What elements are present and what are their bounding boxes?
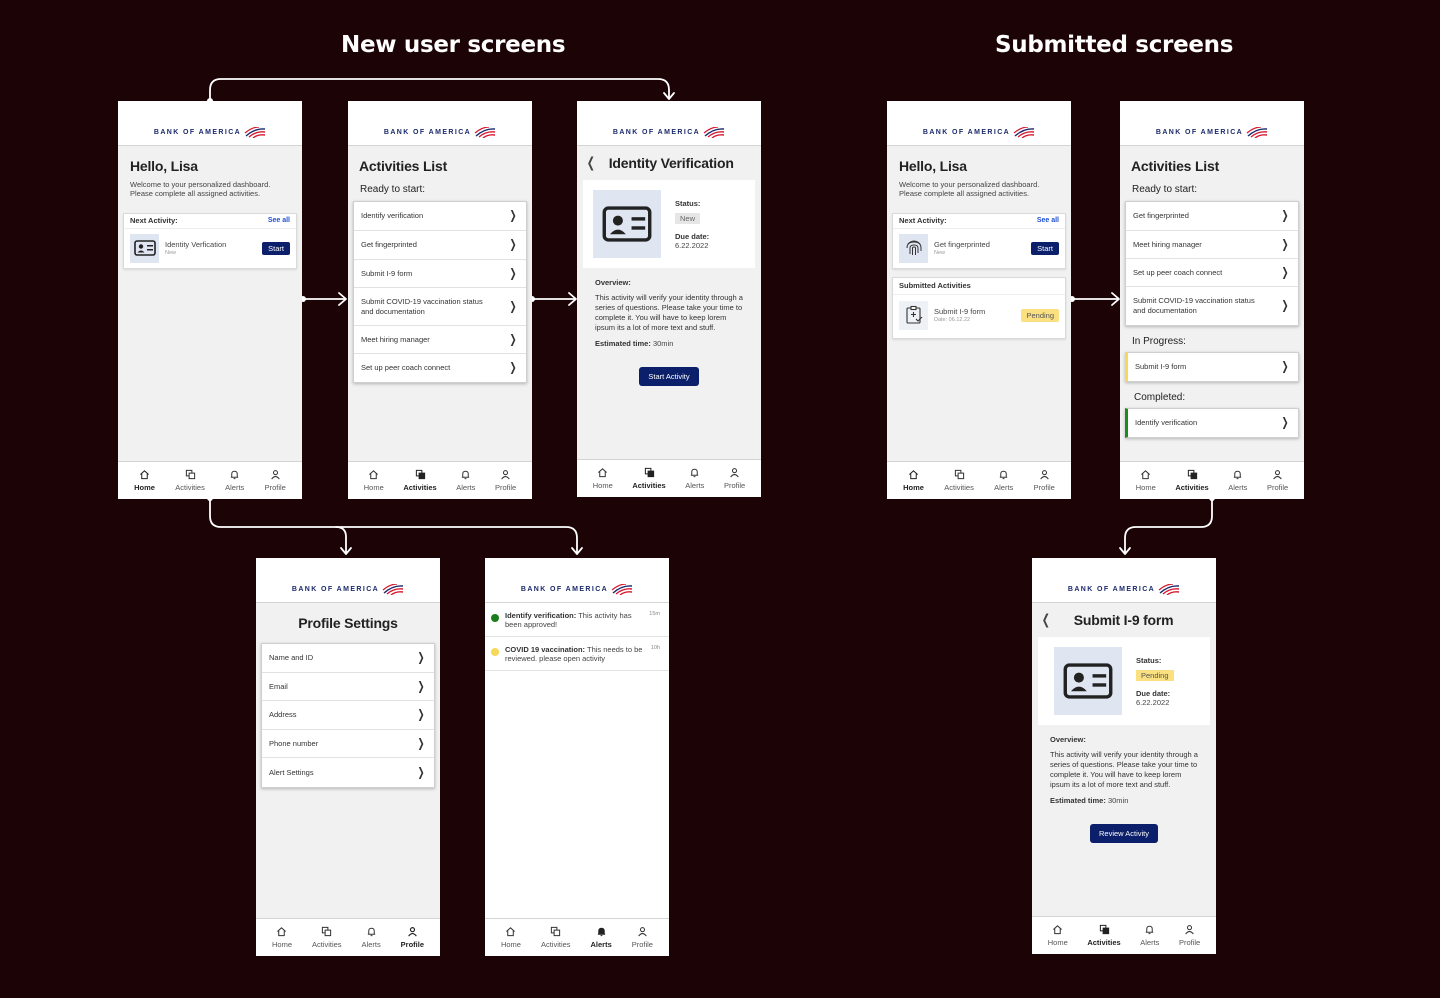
due-date: 6.22.2022: [1136, 697, 1170, 707]
pending-badge: Pending: [1021, 309, 1059, 322]
nav-activities[interactable]: Activities: [175, 469, 205, 492]
chevron-right-icon: ❯: [1281, 415, 1289, 430]
bank-logo: BANK OF AMERICA: [292, 584, 404, 595]
flag-icon: [474, 127, 496, 138]
alert-item[interactable]: Identify verification: This activity has been approved! 15m: [485, 603, 669, 637]
list-item[interactable]: Alert Settings ❯: [269, 764, 425, 779]
review-dot-icon: [491, 648, 499, 656]
activities-icon: [1187, 469, 1198, 480]
list-item[interactable]: Meet hiring manager ❯: [1126, 231, 1298, 259]
nav-activities[interactable]: Activities: [1087, 924, 1120, 947]
chevron-right-icon: ❯: [417, 678, 425, 693]
start-button[interactable]: Start: [1031, 242, 1059, 255]
nav-alerts[interactable]: Alerts: [1228, 469, 1247, 492]
bank-logo: BANK OF AMERICA: [154, 127, 266, 138]
user-icon: [637, 926, 648, 937]
screen-submit-i9: BANK OF AMERICA ❮ Submit I-9 form Status: Pending Due date: 6.22.2022 Overview: This activity will verify your identity through a series of questions. Please take your time to complete it. You will have to keep lorem ipsum its a lot of more text and stuff. Estimated time: 30min Review Activity Home Activities Alerts Profile: [1032, 558, 1216, 954]
alert-item[interactable]: COVID 19 vaccination: This needs to be reviewed. please open activity 10h: [485, 637, 669, 671]
activities-icon: [550, 926, 561, 937]
nav-profile[interactable]: Profile: [401, 926, 424, 949]
fingerprint-icon: [899, 234, 928, 263]
home-icon: [908, 469, 919, 480]
nav-activities[interactable]: Activities: [403, 469, 436, 492]
screen-alerts: [485, 558, 669, 956]
next-activity-label: Next Activity:: [130, 216, 178, 226]
chevron-right-icon: ❯: [1281, 264, 1289, 279]
nav-profile[interactable]: Profile: [1034, 469, 1055, 492]
bottom-nav: [577, 459, 761, 497]
bottom-nav: [256, 918, 440, 956]
activities-icon: [415, 469, 426, 480]
nav-profile[interactable]: Profile: [495, 469, 516, 492]
bell-icon: [1144, 924, 1155, 935]
chevron-right-icon: ❯: [509, 331, 517, 346]
clipboard-icon: [899, 301, 928, 330]
home-icon: [276, 926, 287, 937]
id-card-icon: [130, 234, 159, 263]
user-icon: [1272, 469, 1283, 480]
screen-home-submitted: [887, 101, 1071, 499]
activity-name: Identity Verfication: [165, 240, 227, 250]
bottom-nav: [887, 461, 1071, 499]
activities-icon: [954, 469, 965, 480]
nav-activities[interactable]: Activities: [541, 926, 571, 949]
list-item[interactable]: Identify verification ❯: [354, 202, 526, 231]
submitted-activities-card: [892, 277, 1066, 339]
chevron-right-icon: ❯: [1281, 208, 1289, 223]
flag-icon: [382, 584, 404, 595]
bank-logo: BANK OF AMERICA: [613, 127, 725, 138]
nav-activities[interactable]: Activities: [312, 926, 342, 949]
page-title: Identity Verification: [608, 155, 734, 171]
list-item[interactable]: Submit I-9 form ❯: [354, 260, 526, 288]
nav-home[interactable]: Home: [1136, 469, 1156, 492]
bell-icon: [460, 469, 471, 480]
bell-icon: [596, 926, 607, 937]
activity-status: New: [934, 250, 946, 257]
screen-activities-new: [348, 101, 532, 499]
nav-home[interactable]: Home: [593, 467, 613, 490]
page-title: Hello, Lisa: [130, 158, 198, 174]
id-card-icon: [593, 190, 661, 258]
section-title-submitted: Submitted screens: [995, 32, 1234, 58]
activities-icon: [185, 469, 196, 480]
ready-label: Ready to start:: [360, 184, 426, 195]
in-progress-label: In Progress:: [1132, 336, 1186, 347]
bank-logo: BANK OF AMERICA: [1156, 127, 1268, 138]
list-item[interactable]: Get fingerprinted ❯: [354, 231, 526, 260]
nav-alerts[interactable]: Alerts: [994, 469, 1013, 492]
chevron-right-icon: ❯: [1281, 236, 1289, 251]
list-item[interactable]: Submit I-9 form ❯: [1135, 359, 1289, 374]
nav-alerts[interactable]: Alerts: [456, 469, 475, 492]
bottom-nav: [1032, 916, 1216, 954]
id-card-icon: [1054, 647, 1122, 715]
flag-icon: [1013, 127, 1035, 138]
status-card: Status: New Due date: 6.22.2022: [583, 180, 755, 268]
home-icon: [139, 469, 150, 480]
next-activity-card: [123, 213, 297, 269]
estimated-time: 30min: [1107, 795, 1129, 805]
section-title-new-user: New user screens: [341, 32, 566, 58]
flag-icon: [1158, 584, 1180, 595]
review-activity-button[interactable]: Review Activity: [1090, 824, 1158, 843]
alert-time: 15m: [649, 611, 660, 617]
activity-list: [353, 201, 527, 383]
bottom-nav: [348, 461, 532, 499]
bottom-nav: [1120, 461, 1304, 499]
home-icon: [597, 467, 608, 478]
overview-text: This activity will verify your identity through a series of questions. Please take your time to complete it. You will have to keep lorem ipsum its a lot of more text and stuff.: [595, 293, 743, 332]
bank-logo: BANK OF AMERICA: [1068, 584, 1180, 595]
page-title: Profile Settings: [298, 615, 398, 631]
activity-name: Get fingerprinted: [934, 240, 990, 250]
list-item[interactable]: Name and ID ❯: [262, 644, 434, 673]
activities-icon: [644, 467, 655, 478]
user-icon: [729, 467, 740, 478]
page-title: Activities List: [1131, 158, 1220, 174]
see-all-link[interactable]: See all: [1036, 217, 1059, 225]
chevron-right-icon: ❯: [1281, 359, 1289, 374]
nav-profile[interactable]: Profile: [632, 926, 653, 949]
list-item[interactable]: Meet hiring manager ❯: [354, 326, 526, 354]
bell-icon: [1232, 469, 1243, 480]
completed-list: [1125, 408, 1299, 438]
overview-text: This activity will verify your identity through a series of questions. Please take your time to complete it. You will have to keep lorem ipsum its a lot of more text and stuff.: [1050, 750, 1198, 789]
back-chevron-icon[interactable]: ❮: [1041, 612, 1050, 628]
nav-alerts[interactable]: Alerts: [590, 926, 611, 949]
in-progress-list: [1125, 352, 1299, 382]
due-date: 6.22.2022: [675, 240, 709, 250]
bell-icon: [229, 469, 240, 480]
chevron-right-icon: ❯: [417, 764, 425, 779]
user-icon: [407, 926, 418, 937]
flag-icon: [611, 584, 633, 595]
welcome-text: Welcome to your personalized dashboard. Please complete all assigned activities.: [899, 180, 1040, 199]
status-badge: Pending: [1136, 670, 1174, 681]
chevron-right-icon: ❯: [417, 735, 425, 750]
list-item[interactable]: Phone number ❯: [262, 730, 434, 758]
arrow-home-to-profile-alerts: [210, 498, 577, 553]
nav-activities[interactable]: Activities: [632, 467, 665, 490]
user-icon: [500, 469, 511, 480]
nav-home[interactable]: Home: [501, 926, 521, 949]
app-header: [118, 101, 302, 146]
nav-alerts[interactable]: Alerts: [1140, 924, 1159, 947]
approved-dot-icon: [491, 614, 499, 622]
list-item[interactable]: Identify verification ❯: [1135, 415, 1289, 430]
page-title: Submit I-9 form: [1073, 612, 1174, 628]
bank-logo: BANK OF AMERICA: [521, 584, 633, 595]
flag-icon: [244, 127, 266, 138]
bank-logo: BANK OF AMERICA: [384, 127, 496, 138]
settings-list: [261, 643, 435, 788]
home-icon: [505, 926, 516, 937]
nav-profile[interactable]: Profile: [1267, 469, 1288, 492]
bell-icon: [366, 926, 377, 937]
chevron-right-icon: ❯: [509, 298, 517, 313]
ready-label: Ready to start:: [1132, 184, 1198, 195]
chevron-right-icon: ❯: [1281, 298, 1289, 313]
alerts-list: [485, 603, 669, 918]
screen-home-new: [118, 101, 302, 499]
nav-profile[interactable]: Profile: [1179, 924, 1200, 947]
status-card: Status: Pending Due date: 6.22.2022: [1038, 637, 1210, 725]
bank-logo: BANK OF AMERICA: [923, 127, 1035, 138]
bottom-nav: [118, 461, 302, 499]
chevron-right-icon: ❯: [509, 237, 517, 252]
list-item[interactable]: Submit COVID-19 vaccination status and documentation ❯: [354, 288, 526, 326]
alert-time: 10h: [650, 644, 660, 651]
nav-home[interactable]: Home: [364, 469, 384, 492]
submitted-activity-name: Submit I-9 form: [934, 307, 986, 317]
start-button[interactable]: Start: [262, 242, 290, 255]
chevron-right-icon: ❯: [509, 360, 517, 375]
activity-list: [1125, 201, 1299, 326]
screen-profile-settings: [256, 558, 440, 956]
page-title: Hello, Lisa: [899, 158, 967, 174]
nav-home[interactable]: Home: [134, 469, 155, 492]
welcome-text: Welcome to your personalized dashboard. Please complete all assigned activities.: [130, 180, 271, 199]
bell-icon: [689, 467, 700, 478]
see-all-link[interactable]: See all: [267, 217, 290, 225]
nav-home[interactable]: Home: [272, 926, 292, 949]
chevron-right-icon: ❯: [509, 208, 517, 223]
chevron-right-icon: ❯: [417, 650, 425, 665]
nav-activities[interactable]: Activities: [1175, 469, 1208, 492]
nav-home[interactable]: Home: [903, 469, 924, 492]
list-item[interactable]: Address ❯: [262, 701, 434, 730]
nav-home[interactable]: Home: [1048, 924, 1068, 947]
list-item[interactable]: Email ❯: [262, 673, 434, 701]
screen-activities-submitted: [1120, 101, 1304, 499]
user-icon: [270, 469, 281, 480]
back-chevron-icon[interactable]: ❮: [586, 155, 595, 171]
home-icon: [1052, 924, 1063, 935]
list-item[interactable]: Set up peer coach connect ❯: [361, 360, 517, 375]
status-badge: New: [675, 213, 700, 224]
estimated-time: 30min: [652, 338, 674, 348]
start-activity-button[interactable]: Start Activity: [639, 367, 698, 386]
completed-label: Completed:: [1134, 392, 1186, 403]
page-title: Activities List: [359, 158, 448, 174]
flag-icon: [703, 127, 725, 138]
activities-icon: [321, 926, 332, 937]
submitted-label: Submitted Activities: [899, 281, 971, 291]
chevron-right-icon: ❯: [417, 707, 425, 722]
next-activity-card: Next Activity: See all Get fingerprinted New Start: [892, 213, 1066, 269]
user-icon: [1039, 469, 1050, 480]
bell-icon: [998, 469, 1009, 480]
activity-status: New: [165, 250, 177, 257]
nav-alerts[interactable]: Alerts: [225, 469, 244, 492]
nav-profile[interactable]: Profile: [724, 467, 745, 490]
flag-icon: [1246, 127, 1268, 138]
nav-profile[interactable]: Profile: [265, 469, 286, 492]
home-icon: [368, 469, 379, 480]
nav-alerts[interactable]: Alerts: [685, 467, 704, 490]
activities-icon: [1099, 924, 1110, 935]
arrow-home-to-identity: [210, 79, 669, 101]
submitted-date: Date: 06.12.22: [934, 317, 971, 324]
list-item[interactable]: Set up peer coach connect ❯: [1126, 259, 1298, 287]
bottom-nav: [485, 918, 669, 956]
nav-alerts[interactable]: Alerts: [362, 926, 381, 949]
nav-activities[interactable]: Activities: [944, 469, 974, 492]
arrow-activities-to-i9: [1125, 498, 1212, 553]
list-item[interactable]: Get fingerprinted ❯: [1126, 202, 1298, 231]
chevron-right-icon: ❯: [509, 265, 517, 280]
screen-identity-verification: BANK OF AMERICA ❮ Identity Verification Status: New Due date: 6.22.2022 Overview: This activity will verify your identity through a series of questions. Please take your time to complete it. You will have to keep lorem ipsum its a lot of more text and stuff. Estimated time: 30min Start Activity Home Activities Alerts Profile: [577, 101, 761, 497]
list-item[interactable]: Submit COVID-19 vaccination status and documentation ❯: [1133, 296, 1289, 315]
home-icon: [1140, 469, 1151, 480]
user-icon: [1184, 924, 1195, 935]
